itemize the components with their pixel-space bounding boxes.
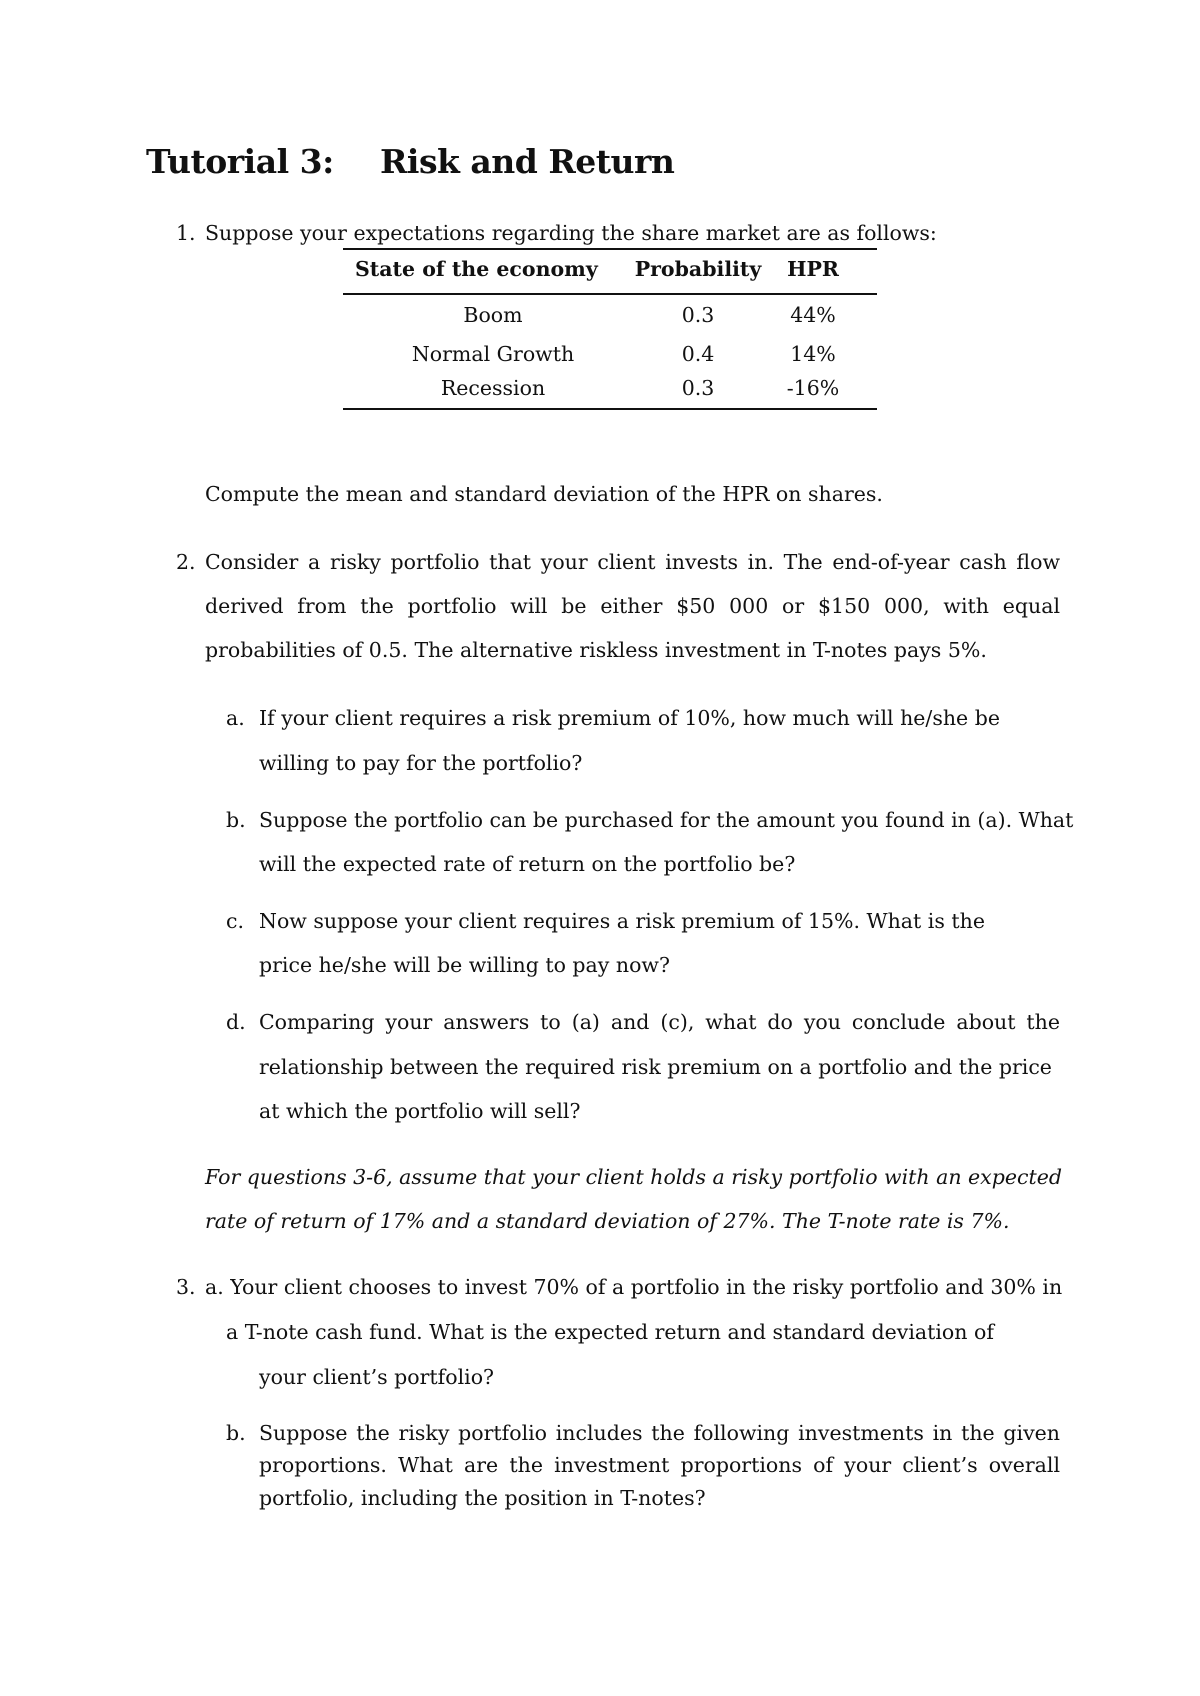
table-cell-state: Normal Growth — [411, 342, 575, 366]
table-cell-hpr: 44% — [790, 303, 836, 327]
table-header-probability: Probability — [634, 257, 762, 281]
question-2-number: 2. — [176, 550, 196, 574]
table-cell-hpr: 14% — [790, 342, 836, 366]
table-cell-probability: 0.4 — [681, 342, 715, 366]
tutorial-name: Risk and Return — [380, 142, 675, 181]
question-3b-line: proportions. What are the investment proportions of your client’s overall — [259, 1453, 1060, 1477]
question-3b-label: b. — [226, 1421, 246, 1445]
table-cell-state: Boom — [463, 303, 523, 327]
part-b-label: b. — [226, 808, 246, 832]
question-2-line: probabilities of 0.5. The alternative riskless investment in T-notes pays 5%. — [205, 638, 987, 662]
part-d-line: relationship between the required risk premium on a portfolio and the price — [259, 1055, 1052, 1079]
note-line: rate of return of 17% and a standard deviation of 27%. The T-note rate is 7%. — [205, 1209, 1010, 1233]
part-c-line: price he/she will be willing to pay now? — [259, 953, 670, 977]
part-b-line: will the expected rate of return on the portfolio be? — [259, 852, 796, 876]
note-line: For questions 3-6, assume that your client holds a risky portfolio with an expected — [205, 1165, 1062, 1189]
part-c-line: Now suppose your client requires a risk premium of 15%. What is the — [259, 909, 985, 933]
table-cell-probability: 0.3 — [681, 376, 715, 400]
question-3a-line: a. Your client chooses to invest 70% of a portfolio in the risky portfolio and 30% in — [205, 1275, 1063, 1299]
question-1-task: Compute the mean and standard deviation of the HPR on shares. — [205, 482, 883, 506]
table-cell-hpr: -16% — [786, 376, 840, 400]
table-header-state: State of the economy — [355, 257, 598, 281]
table-header-rule — [343, 293, 877, 295]
question-3-number: 3. — [176, 1275, 196, 1299]
table-cell-state: Recession — [440, 376, 546, 400]
part-d-label: d. — [226, 1010, 246, 1034]
part-d-line: at which the portfolio will sell? — [259, 1099, 581, 1123]
question-3a-line: your client’s portfolio? — [259, 1365, 495, 1389]
part-a-line: willing to pay for the portfolio? — [259, 751, 583, 775]
table-cell-probability: 0.3 — [681, 303, 715, 327]
table-bottom-rule — [343, 408, 877, 410]
part-a-line: If your client requires a risk premium of 10%, how much will he/she be — [259, 706, 1000, 730]
question-1-number: 1. — [176, 221, 196, 245]
question-1-intro: Suppose your expectations regarding the share market are as follows: — [205, 221, 937, 245]
question-2-line: Consider a risky portfolio that your client invests in. The end-of-year cash flow — [205, 550, 1060, 574]
question-3a-line: a T-note cash fund. What is the expected return and standard deviation of — [226, 1320, 994, 1344]
table-top-rule — [343, 248, 877, 250]
question-2-line: derived from the portfolio will be either $50 000 or $150 000, with equal — [205, 594, 1060, 618]
part-c-label: c. — [226, 909, 244, 933]
question-3b-line: portfolio, including the position in T-notes? — [259, 1486, 706, 1510]
tutorial-number: Tutorial 3: — [146, 142, 334, 181]
question-3b-line: Suppose the risky portfolio includes the following investments in the given — [259, 1421, 1060, 1445]
part-a-label: a. — [226, 706, 245, 730]
part-b-line: Suppose the portfolio can be purchased for the amount you found in (a). What — [259, 808, 1074, 832]
part-d-line: Comparing your answers to (a) and (c), what do you conclude about the — [259, 1010, 1060, 1034]
table-header-hpr: HPR — [787, 257, 839, 281]
